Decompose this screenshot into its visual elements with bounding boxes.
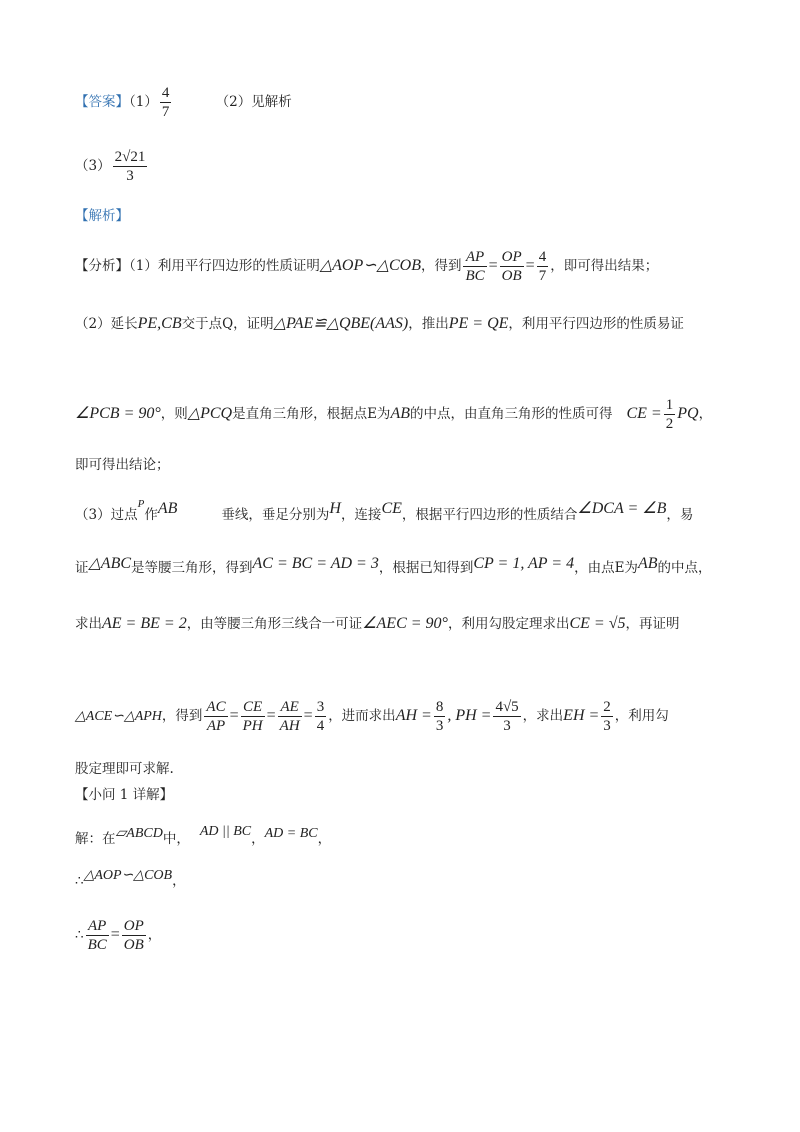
text: 是等腰三角形，得到	[131, 560, 253, 576]
math-expr: , PH =	[447, 707, 492, 724]
math-expr: △ABC	[88, 555, 132, 572]
text: ，推出	[408, 316, 449, 332]
math-expr: △PCQ	[187, 405, 233, 422]
math-expr: P	[137, 498, 145, 510]
text: ，利用勾	[614, 708, 669, 724]
answer-part3-fraction: $\frac{2√21}{3}$	[114, 149, 146, 184]
analysis-line-5	[75, 494, 693, 525]
answer-tag: 【答案】	[75, 94, 129, 110]
fraction: $\frac{4√5}{3}$	[495, 699, 519, 734]
fraction: $\frac{AP}{BC}$	[87, 918, 107, 953]
answer-part1-fraction: $\frac{4}{7}$	[161, 85, 170, 120]
math-expr: CE	[381, 500, 402, 517]
text: ，根据平行四边形的性质结合	[401, 507, 578, 523]
fraction: $\frac{OP}{OB}$	[123, 918, 144, 953]
math-expr: EH =	[563, 707, 600, 724]
text: 证	[75, 560, 89, 576]
math-expr: ∠DCA = ∠B	[577, 500, 667, 517]
math-expr: △ACE∽△APH	[75, 709, 162, 724]
text: 交于点Q，证明	[181, 316, 274, 332]
analysis-tag: 【解析】	[75, 208, 129, 224]
text: 垂线，垂足分别为	[221, 507, 330, 523]
text: 中，	[162, 831, 190, 847]
math-expr: AH =	[395, 707, 432, 724]
part2-label: （2）见解析	[215, 94, 292, 110]
therefore-symbol: ∴	[75, 927, 84, 943]
fraction: $\frac{OP}{OB}$	[501, 249, 522, 284]
answer-line-1	[75, 84, 292, 121]
fraction: $\frac{3}{4}$	[316, 699, 325, 734]
math-expr: △AOP∽△COB	[83, 868, 173, 883]
text: ，进而求出	[328, 708, 396, 724]
text: ，由等腰三角形三线合一可证	[186, 616, 363, 632]
text: 的中点，由直角三角形的性质可得	[409, 406, 613, 422]
math-expr: PQ	[677, 405, 699, 422]
text: 求出	[75, 616, 102, 632]
fraction: $\frac{2}{3}$	[603, 699, 611, 734]
math-expr: H	[329, 500, 341, 517]
fraction: $\frac{AE}{AH}$	[279, 699, 300, 734]
math-expr: AB	[390, 405, 410, 422]
text: ，	[698, 406, 713, 422]
text: （1）利用平行四边形的性质证明	[129, 258, 320, 274]
math-expr: ▱ABCD	[115, 826, 163, 841]
fenxi-tag: 【分析】	[75, 258, 129, 274]
fraction: $\frac{8}{3}$	[435, 699, 444, 734]
math-expr: △PAE≌△QBE(AAS)	[273, 315, 409, 332]
math-expr: AB	[637, 555, 658, 572]
answer-line-3	[75, 148, 149, 185]
text: ，易	[666, 507, 694, 523]
math-expr: CE =	[626, 405, 662, 422]
text: ，	[172, 873, 186, 889]
text: （2）延长	[75, 316, 138, 332]
text: 作	[144, 507, 158, 523]
math-expr: AD = BC	[264, 826, 318, 841]
math-expr: AB	[157, 500, 178, 517]
part1-label: （1）	[129, 94, 158, 110]
math-expr: ∠PCB = 90°	[75, 405, 161, 422]
fraction: $\frac{AC}{AP}$	[206, 699, 226, 734]
solution-line-2	[75, 866, 186, 891]
analysis-line-6	[75, 554, 711, 578]
math-expr: ∠AEC = 90°	[362, 615, 448, 632]
text: ，则	[160, 406, 188, 422]
text: ，	[317, 831, 332, 847]
part3-label: （3）	[75, 158, 111, 174]
text: ，利用平行四边形的性质易证	[508, 316, 684, 332]
text: ，	[251, 831, 265, 847]
analysis-line-4: 即可得出结论；	[75, 457, 170, 473]
analysis-line-2	[75, 314, 684, 334]
math-expr: CE = √5	[569, 615, 626, 632]
math-expr: AC = BC = AD = 3	[252, 555, 379, 572]
analysis-line-3	[75, 396, 712, 433]
math-expr: AD || BC	[199, 824, 252, 839]
text: ，由点E为	[574, 560, 638, 576]
analysis-line-9: 股定理即可求解.	[75, 761, 174, 777]
text: 的中点，	[657, 560, 712, 576]
text: ，得到	[161, 708, 203, 724]
math-expr: AE = BE = 2	[102, 615, 187, 632]
fraction: $\frac{4}{7}$	[538, 249, 547, 284]
text: ，	[147, 927, 162, 943]
math-expr: CP = 1, AP = 4	[473, 555, 575, 572]
text: ，得到	[420, 258, 462, 274]
solution-line-3: ∴ $\frac{AP}{BC}$ = $\frac{OP}{OB}$ ，	[75, 918, 162, 953]
analysis-line-8: △ACE∽△APH，得到 $\frac{AC}{AP}$ = $\frac{CE}{PH}$ = $\frac{AE}{AH}$ = $\frac{3}{4}$ ，进而求出AH = $\frac{8}{3}$ , PH = $\frac{4√5}{3}$ ，求出EH = $\frac{2}{3}$ ，利用勾	[75, 699, 669, 734]
text: （3）过点	[75, 507, 138, 523]
fraction: $\frac{1}{2}$	[665, 397, 674, 432]
math-expr: PE,CB	[137, 315, 182, 332]
math-expr: △AOP∽△COB	[319, 257, 421, 274]
fraction: $\frac{AP}{BC}$	[465, 249, 485, 284]
text: 是直角三角形，根据点E为	[232, 406, 391, 422]
text: ，求出	[522, 708, 564, 724]
fraction: $\frac{CE}{PH}$	[242, 699, 263, 734]
text: ，根据已知得到	[378, 560, 474, 576]
text: ，即可得出结果；	[550, 258, 659, 274]
text: ，连接	[340, 507, 382, 523]
math-expr: PE = QE	[448, 315, 509, 332]
therefore-symbol: ∴	[75, 873, 84, 889]
analysis-line-7	[75, 614, 679, 634]
text: ，再证明	[625, 616, 680, 632]
analysis-line-1: 【分析】（1）利用平行四边形的性质证明△AOP∽△COB，得到 $\frac{AP}{BC}$ = $\frac{OP}{OB}$ = $\frac{4}{7}$ ，即可得出结果；	[75, 249, 659, 284]
text: ，利用勾股定理求出	[447, 616, 570, 632]
solution-line-1	[75, 822, 331, 849]
text: 解：在	[75, 831, 116, 847]
subquestion-1-tag: 【小问 1 详解】	[75, 787, 174, 803]
